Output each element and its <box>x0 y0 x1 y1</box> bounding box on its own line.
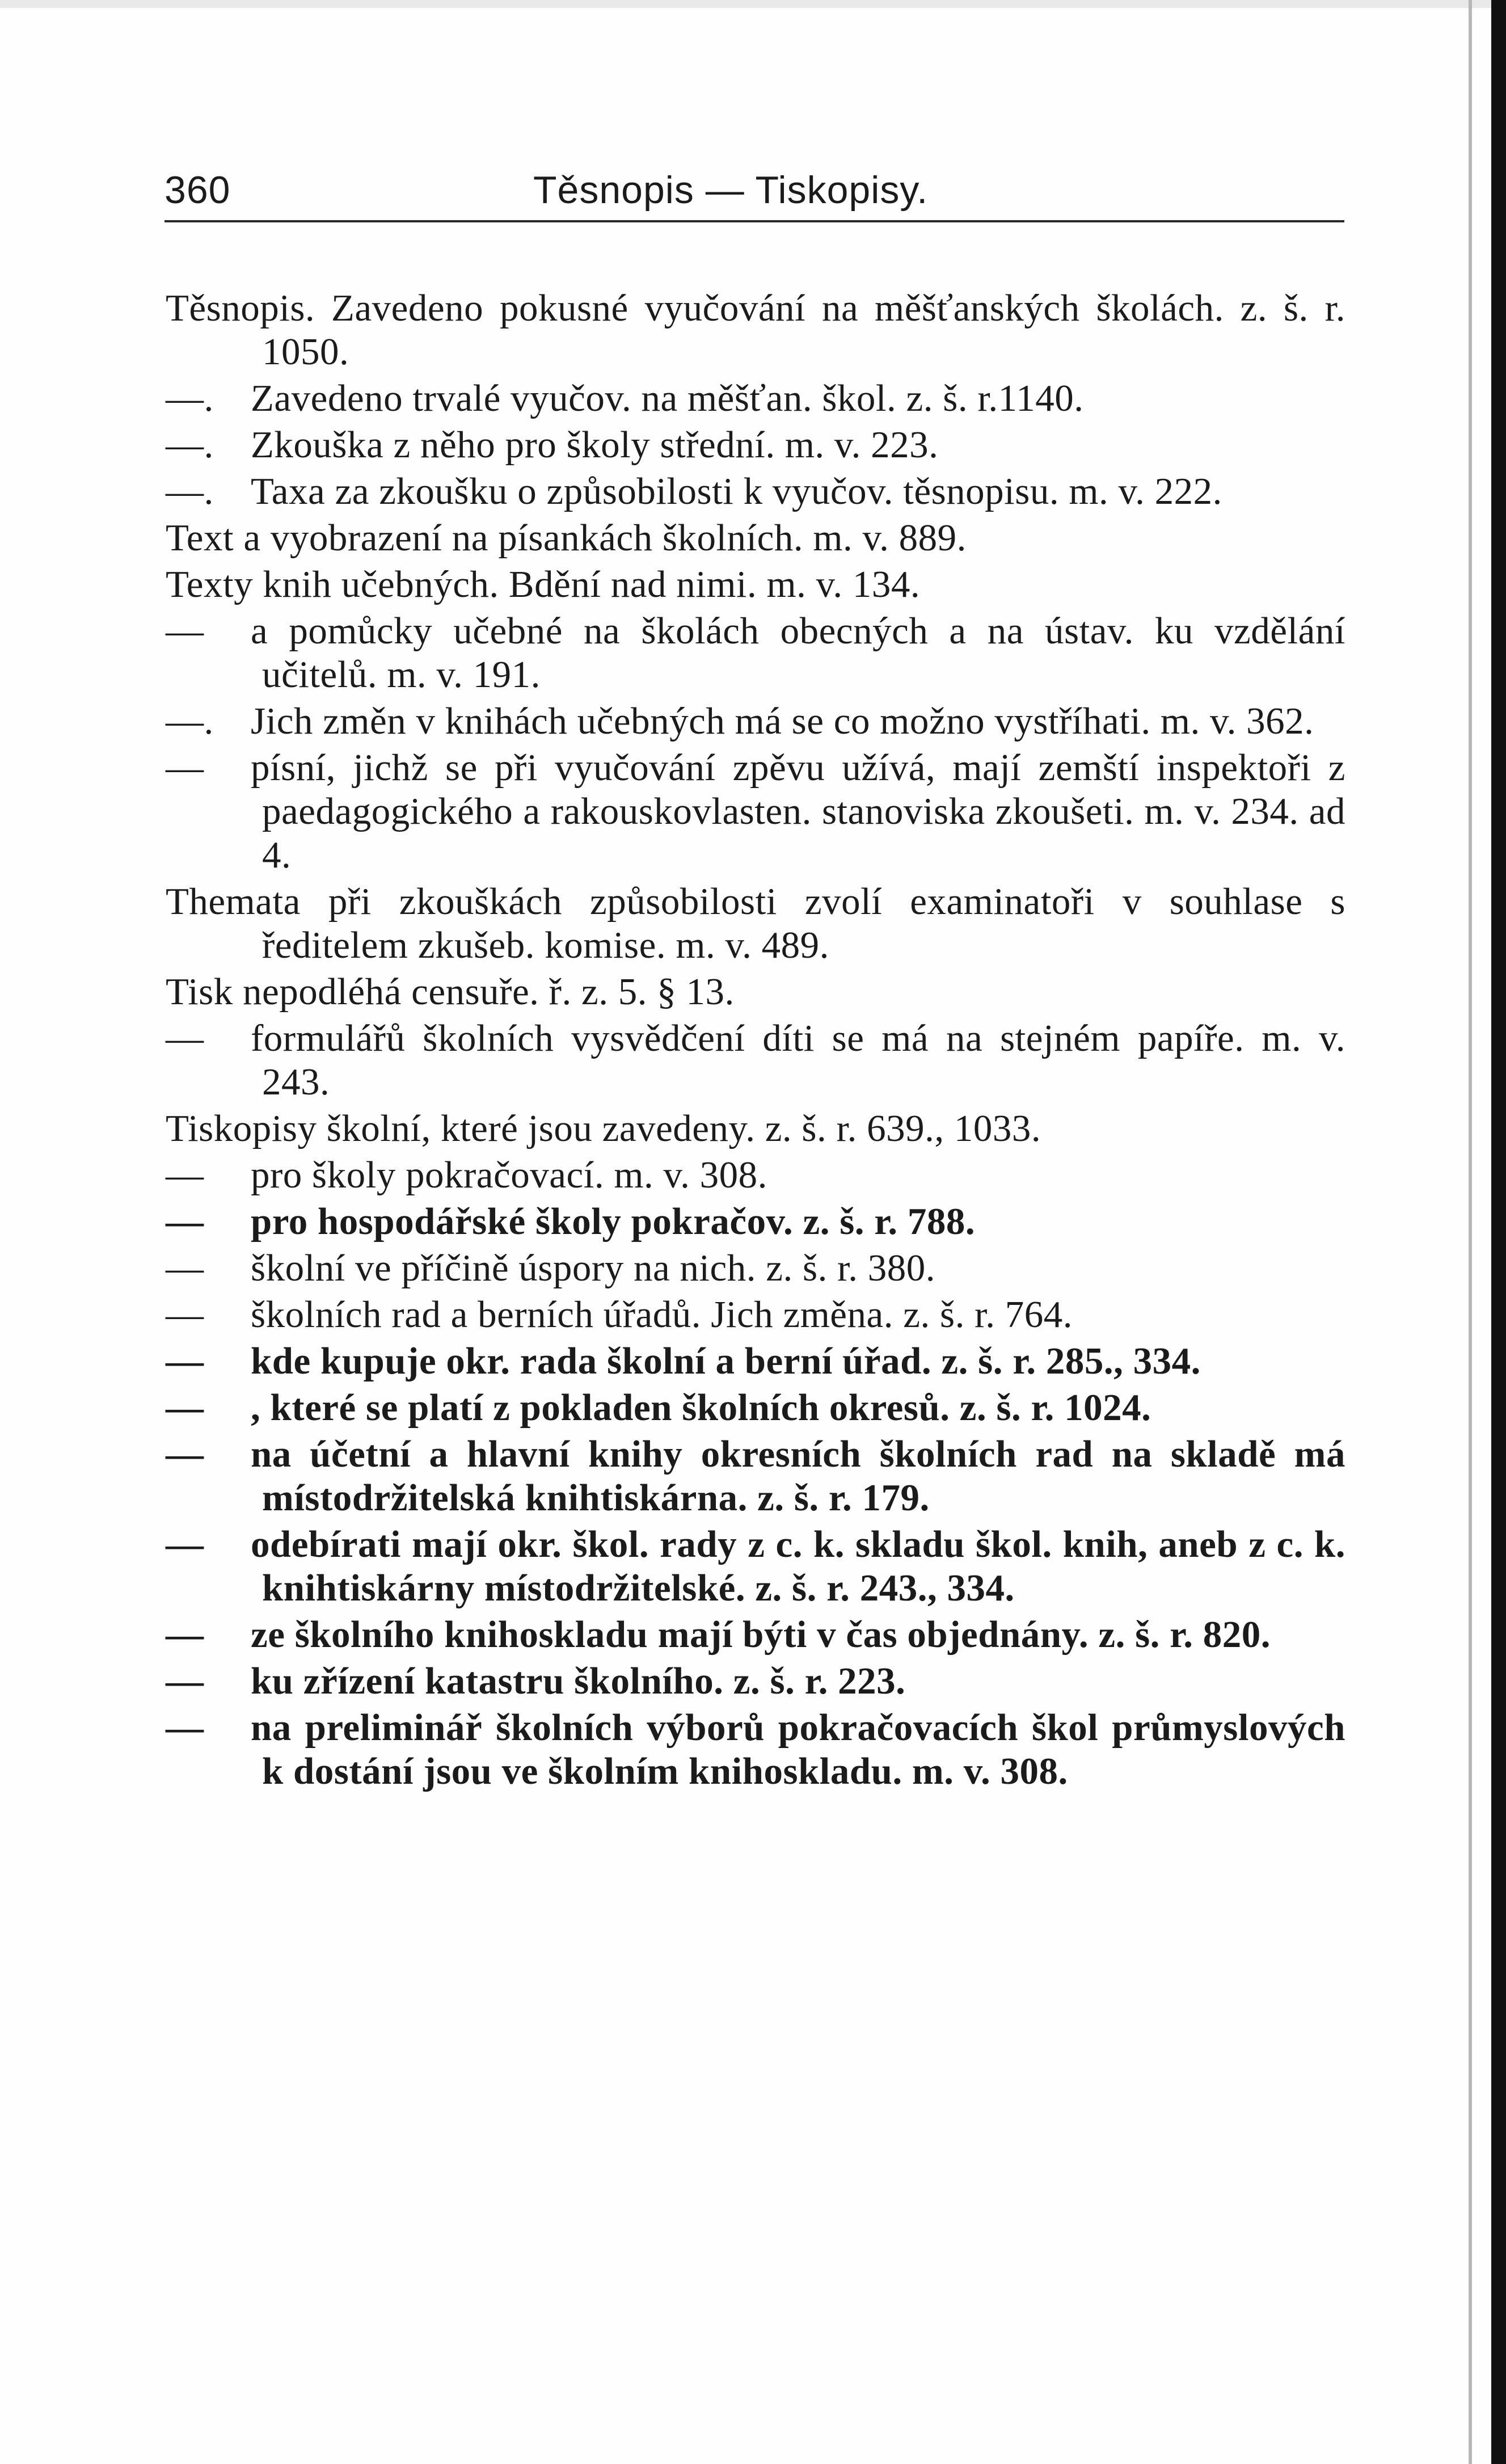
index-entry <box>166 287 1345 374</box>
entry-dash: —. <box>166 700 214 742</box>
entry-text: Jich změn v knihách učebných má se co možno vystříhati. m. v. 362. <box>251 700 1314 742</box>
running-head <box>164 165 1344 216</box>
entry-text: Zavedeno trvalé vyučov. na měšťan. škol. z. š. r.1140. <box>251 377 1084 419</box>
index-entry <box>166 423 1345 467</box>
index-entry <box>166 609 1345 697</box>
entry-text: školních rad a berních úřadů. Jich změna. z. š. r. 764. <box>251 1294 1073 1336</box>
entry-dash: —. <box>166 470 214 512</box>
entry-text: písní, jichž se při vyučování zpěvu užívá, mají zemští inspektoři z paedagogického a rakouskovlasten. stanoviska zkoušeti. m. v. 234. ad 4. <box>251 747 1345 876</box>
entry-dash: — <box>166 747 204 789</box>
entry-dash: — <box>166 1433 204 1475</box>
entry-dash: — <box>166 1523 204 1565</box>
entry-dash: — <box>166 1707 204 1749</box>
entry-dash: — <box>166 1294 204 1336</box>
entry-text: na účetní a hlavní knihy okresních školních rad na skladě má místodržitelská knihtiskárna. z. š. r. 179. <box>251 1433 1345 1519</box>
entry-text: a pomůcky učebné na školách obecných a na ústav. ku vzdělání učitelů. m. v. 191. <box>251 610 1345 696</box>
entry-text: Tiskopisy školní, které jsou zavedeny. z. š. r. 639., 1033. <box>166 1107 1041 1149</box>
entry-dash: — <box>166 1660 204 1702</box>
header-rule <box>164 220 1344 222</box>
index-entry <box>166 746 1345 877</box>
index-entry <box>166 1706 1345 1793</box>
entry-text: Těsnopis. Zavedeno pokusné vyučování na měšťanských školách. z. š. r. 1050. <box>166 287 1345 373</box>
page-right-shadow <box>1469 0 1472 2464</box>
index-entry <box>166 1613 1345 1657</box>
entry-dash: — <box>166 1154 204 1196</box>
index-entry <box>166 1659 1345 1703</box>
index-entry <box>166 700 1345 743</box>
page-right-edge <box>1491 0 1506 2464</box>
entry-dash: — <box>166 1201 204 1242</box>
entry-text: školní ve příčině úspory na nich. z. š. r. 380. <box>251 1247 935 1289</box>
entry-dash: —. <box>166 377 214 419</box>
entry-text: Themata při zkouškách způsobilosti zvolí examinatoři v souhlase s ředitelem zkušeb. komise. m. v. 489. <box>166 881 1345 966</box>
page-number: 360 <box>164 169 231 212</box>
index-entry <box>166 1200 1345 1244</box>
entry-dash: — <box>166 1340 204 1382</box>
index-entry <box>166 377 1345 420</box>
entry-dash: — <box>166 1017 204 1059</box>
entry-text: na preliminář školních výborů pokračovacích škol průmyslových k dostání jsou ve školním knihoskladu. m. v. 308. <box>251 1707 1345 1792</box>
index-entry <box>166 1107 1345 1151</box>
entry-text: odebírati mají okr. škol. rady z c. k. skladu škol. knih, aneb z c. k. knihtiskárny místodržitelské. z. š. r. 243., 334. <box>251 1523 1345 1609</box>
index-entry <box>166 1017 1345 1104</box>
entry-text: ze školního knihoskladu mají býti v čas objednány. z. š. r. 820. <box>251 1614 1271 1656</box>
running-title: Těsnopis — Tiskopisy. <box>533 169 929 212</box>
entry-dash: — <box>166 610 204 652</box>
index-entry <box>166 970 1345 1014</box>
entry-text: kde kupuje okr. rada školní a berní úřad. z. š. r. 285., 334. <box>251 1340 1201 1382</box>
index-entry <box>166 516 1345 560</box>
index-entries <box>166 287 1345 1796</box>
index-entry <box>166 880 1345 967</box>
entry-text: , které se platí z pokladen školních okresů. z. š. r. 1024. <box>251 1387 1151 1429</box>
index-entry <box>166 470 1345 513</box>
index-entry <box>166 1340 1345 1383</box>
index-entry <box>166 1293 1345 1337</box>
entry-text: Texty knih učebných. Bdění nad nimi. m. v. 134. <box>166 563 921 605</box>
index-entry <box>166 563 1345 606</box>
index-entry <box>166 1433 1345 1520</box>
index-entry <box>166 1153 1345 1197</box>
entry-text: pro hospodářské školy pokračov. z. š. r. 788. <box>251 1201 976 1242</box>
entry-dash: —. <box>166 424 214 466</box>
entry-text: Tisk nepodléhá censuře. ř. z. 5. § 13. <box>166 971 735 1013</box>
index-entry <box>166 1523 1345 1610</box>
entry-dash: — <box>166 1387 204 1429</box>
entry-dash: — <box>166 1614 204 1656</box>
entry-text: Taxa za zkoušku o způsobilosti k vyučov. těsnopisu. m. v. 222. <box>251 470 1222 512</box>
entry-text: pro školy pokračovací. m. v. 308. <box>251 1154 767 1196</box>
entry-text: Text a vyobrazení na písankách školních. m. v. 889. <box>166 517 967 559</box>
index-entry <box>166 1246 1345 1290</box>
entry-text: ku zřízení katastru školního. z. š. r. 223. <box>251 1660 906 1702</box>
page-top-edge <box>0 0 1506 8</box>
entry-text: formulářů školních vysvědčení díti se má na stejném papíře. m. v. 243. <box>251 1017 1345 1103</box>
entry-dash: — <box>166 1247 204 1289</box>
entry-text: Zkouška z něho pro školy střední. m. v. 223. <box>251 424 939 466</box>
index-entry <box>166 1386 1345 1430</box>
